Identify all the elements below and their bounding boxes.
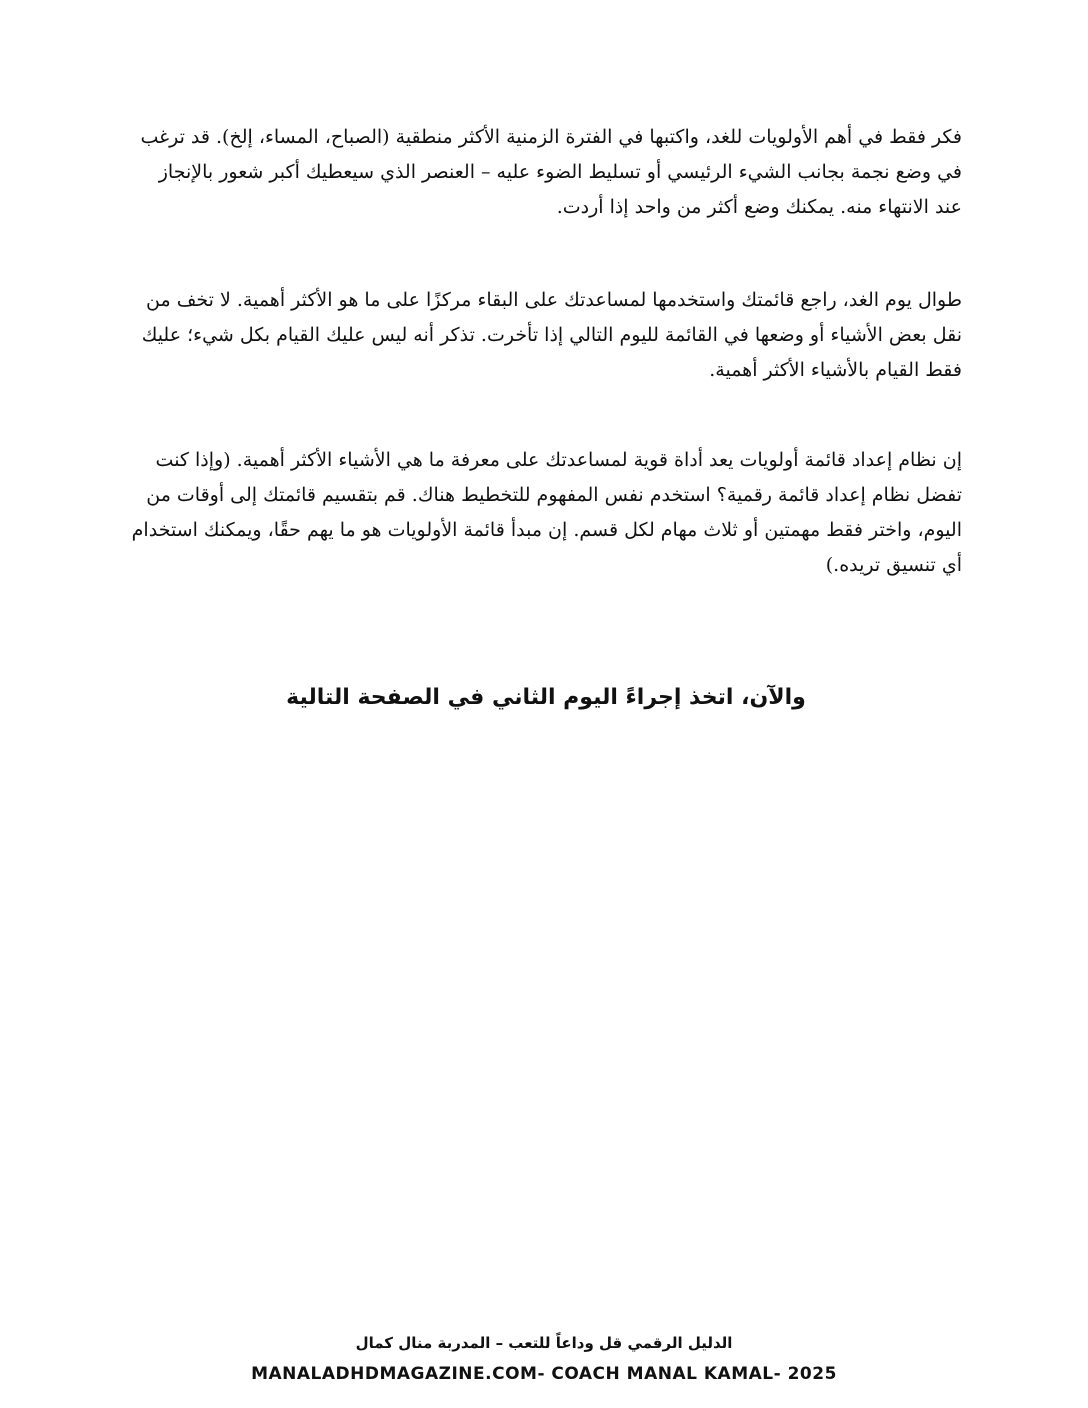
footer-english-line: MANALADHDMAGAZINE.COM- COACH MANAL KAMAL- 2025 xyxy=(251,1364,837,1384)
paragraph-priority-system: إن نظام إعداد قائمة أولويات يعد أداة قوية لمساعدتك على معرفة ما هي الأشياء الأكثر أهمية. (وإذا كنت تفضل نظام إعداد قائمة رقمية؟ استخدم نفس المفهوم للتخطيط هناك. قم بتقسيم قائمتك إلى أوقات من اليوم، واختر فقط مهمتين أو ثلاث مهام لكل قسم. إن مبدأ قائمة الأولويات هو ما يهم حقًا، ويمكنك استخدام أي تنسيق تريده.) xyxy=(131,449,962,576)
paragraph-priorities-for-tomorrow: فكر فقط في أهم الأولويات للغد، واكتبها في الفترة الزمنية الأكثر منطقية (الصباح، المساء، إلخ). قد ترغب في وضع نجمة بجانب الشيء الرئيسي أو تسليط الضوء عليه – العنصر الذي سيعطيك أكبر شعور بالإنجاز عند الانتهاء منه. يمكنك وضع أكثر من واحد إذا أردت. xyxy=(140,126,962,218)
footer-arabic-line: الدليل الرقمي قل وداعاً للتعب – المدربة منال كمال xyxy=(355,1334,733,1352)
call-to-action-heading: والآن، اتخذ إجراءً اليوم الثاني في الصفحة التالية xyxy=(286,685,806,710)
paragraph-review-list: طوال يوم الغد، راجع قائمتك واستخدمها لمساعدتك على البقاء مركزًا على ما هو الأكثر أهمية. لا تخف من نقل بعض الأشياء أو وضعها في القائمة لليوم التالي إذا تأخرت. تذكر أنه ليس عليك القيام بكل شيء؛ عليك فقط القيام بالأشياء الأكثر أهمية. xyxy=(141,289,962,381)
